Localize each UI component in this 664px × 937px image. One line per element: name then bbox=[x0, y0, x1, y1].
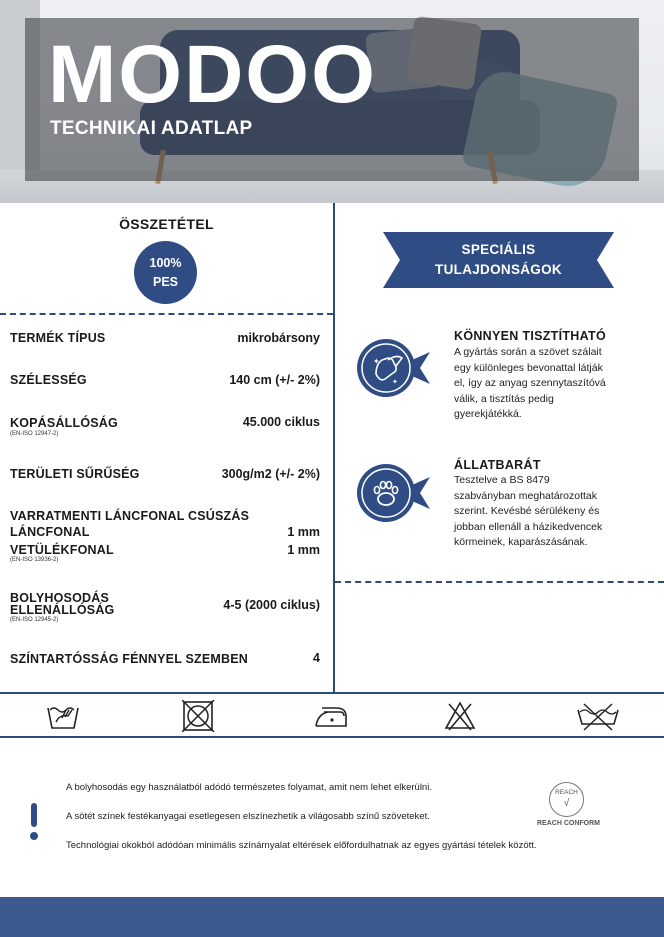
spec-value: 300g/m2 (+/- 2%) bbox=[221, 467, 320, 481]
feature-line: szerint. Kevésbé sérülékeny és bbox=[454, 505, 600, 517]
feature-title: KÖNNYEN TISZTÍTHATÓ bbox=[454, 329, 606, 343]
special-properties-banner bbox=[383, 232, 614, 288]
spec-standard: (EN-ISO 13936-2) bbox=[10, 557, 59, 563]
composition-title: ÖSSZETÉTEL bbox=[119, 216, 214, 232]
footer-bar bbox=[0, 897, 664, 937]
paw-icon bbox=[356, 461, 430, 525]
hero-image bbox=[0, 0, 664, 203]
iron-low-icon bbox=[314, 700, 348, 732]
spec-label: TERMÉK TÍPUS bbox=[10, 331, 106, 345]
spec-label: BOLYHOSODÁS bbox=[10, 591, 109, 605]
spec-value: 4 bbox=[313, 651, 320, 665]
spec-value: 1 mm bbox=[287, 543, 320, 557]
feature-line: szabványban meghatározottak bbox=[454, 489, 598, 502]
no-tumble-dry-icon bbox=[181, 700, 215, 732]
dashed-divider bbox=[335, 581, 664, 583]
divider bbox=[0, 736, 664, 738]
banner-line1: SPECIÁLIS bbox=[461, 242, 536, 257]
reach-check: √ bbox=[563, 798, 570, 810]
divider bbox=[0, 692, 664, 694]
dashed-divider bbox=[0, 313, 333, 315]
cleaning-hand-icon bbox=[356, 336, 430, 400]
svg-text:✦: ✦ bbox=[373, 357, 380, 366]
spec-label: ELLENÁLLÓSÁG bbox=[10, 603, 115, 617]
feature-title: ÁLLATBARÁT bbox=[454, 458, 541, 472]
column-divider bbox=[333, 203, 335, 692]
reach-label: REACH CONFORM bbox=[537, 820, 600, 827]
spec-label: SZÍNTARTÓSSÁG FÉNNYEL SZEMBEN bbox=[10, 652, 248, 666]
spec-label: KOPÁSÁLLÓSÁG bbox=[10, 416, 118, 430]
feature-line: válik, a tisztítás pedig bbox=[454, 392, 554, 405]
feature-line: gyerekjátékká. bbox=[454, 408, 522, 420]
banner-line2: TULAJDONSÁGOK bbox=[435, 262, 562, 277]
spec-label: VETÜLÉKFONAL bbox=[10, 543, 114, 557]
spec-label: SZÉLESSÉG bbox=[10, 373, 87, 387]
spec-value: 45.000 ciklus bbox=[242, 415, 320, 429]
composition-percent: 100% bbox=[149, 255, 182, 270]
feature-line: jobban ellenáll a házikedvencek bbox=[454, 520, 603, 533]
spec-label-multiline bbox=[10, 592, 114, 616]
reach-circle-text: REACH bbox=[555, 789, 578, 796]
note-text: A sötét színek festékanyagai esetlegesen elszínezhetik a világosabb színű szöveteket. bbox=[66, 811, 430, 822]
feature-line: körmeinek, kaparászásának. bbox=[454, 536, 588, 548]
note-text: A bolyhosodás egy használatból adódó természetes folyamat, amit nem lehet elkerülni. bbox=[66, 782, 432, 793]
hand-wash-icon bbox=[46, 700, 80, 732]
spec-standard: (EN-ISO 12947-2) bbox=[10, 431, 59, 437]
svg-text:✦: ✦ bbox=[392, 378, 398, 386]
document-subtitle: TECHNIKAI ADATLAP bbox=[50, 118, 253, 139]
feature-line: egy különleges bevonattal látják bbox=[454, 361, 603, 374]
spec-value: 140 cm (+/- 2%) bbox=[229, 373, 320, 387]
spec-label: VARRATMENTI LÁNCFONAL CSÚSZÁS bbox=[10, 509, 250, 523]
spec-label: LÁNCFONAL bbox=[10, 525, 90, 539]
feature-text bbox=[454, 345, 654, 423]
note-text: Technológiai okokból adódóan minimális színárnyalat eltérések előfordulhatnak az egyes gyártási tételek között. bbox=[66, 840, 537, 851]
composition-badge bbox=[134, 241, 197, 304]
no-bleach-icon bbox=[443, 700, 477, 732]
feature-line: A gyártás során a szövet szálait bbox=[454, 346, 602, 358]
feature-line: el, így az anyag szennytaszítóvá bbox=[454, 377, 606, 389]
composition-material: PES bbox=[152, 274, 178, 289]
spec-label: TERÜLETI SŰRŰSÉG bbox=[10, 467, 140, 481]
spec-value: 1 mm bbox=[287, 525, 320, 539]
reach-logo bbox=[549, 782, 584, 817]
feature-line: Tesztelve a BS 8479 bbox=[454, 474, 550, 486]
spec-value: mikrobársony bbox=[237, 331, 320, 345]
spec-value: 4-5 (2000 ciklus) bbox=[223, 598, 320, 612]
no-dry-clean-icon bbox=[576, 700, 620, 732]
feature-text bbox=[454, 473, 654, 551]
brand-title: MODOO bbox=[48, 29, 377, 120]
spec-standard: (EN-ISO 12945-2) bbox=[10, 617, 59, 623]
exclamation-icon bbox=[28, 803, 40, 841]
